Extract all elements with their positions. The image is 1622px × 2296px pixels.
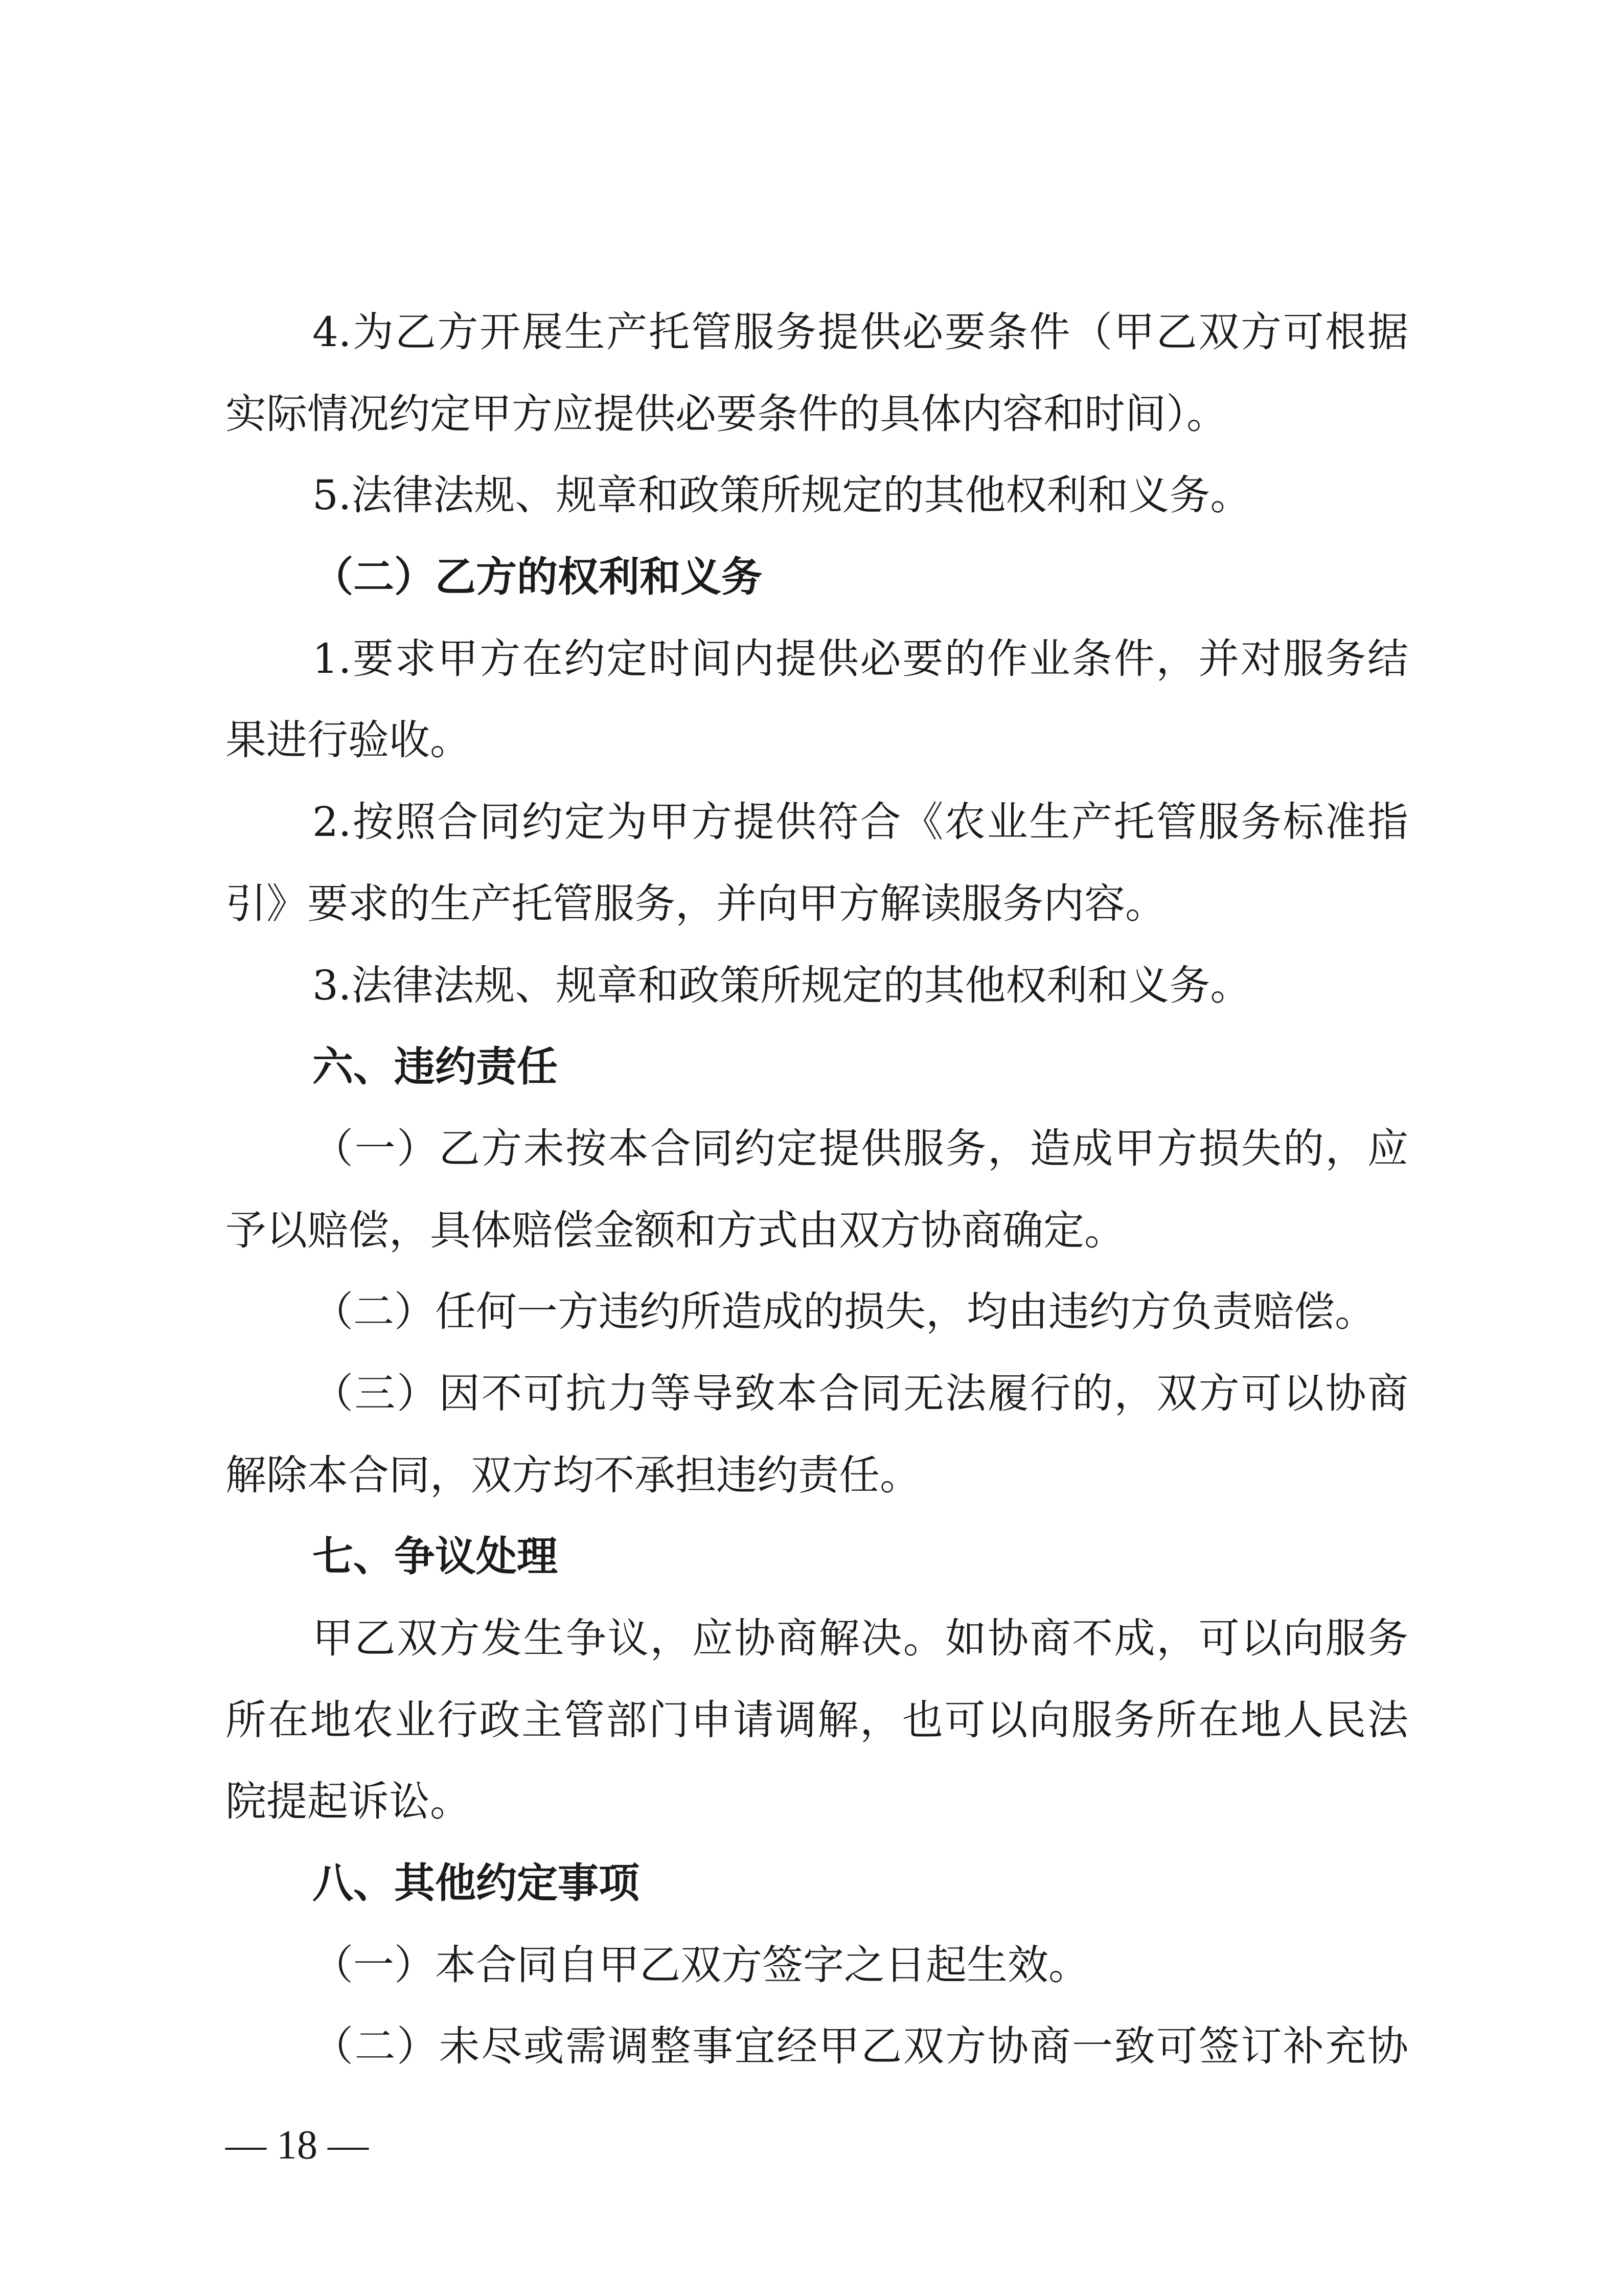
section-heading	[225, 1843, 1408, 1924]
list-item-paragraph	[225, 454, 1408, 536]
section-heading-text: 七、争议处理	[312, 1533, 558, 1581]
paragraph-line: 实际情况约定甲方应提供必要条件的具体内容和时间）。	[225, 390, 1227, 438]
clause-paragraph	[225, 1108, 1408, 1271]
paragraph-line: 所在地农业行政主管部门申请调解，也可以向服务所在地人民法	[225, 1696, 1408, 1744]
list-item-paragraph	[225, 781, 1408, 944]
paragraph-line: 予以赔偿，具体赔偿金额和方式由双方协商确定。	[225, 1206, 1125, 1254]
paragraph-line: 3.法律法规、规章和政策所规定的其他权利和义务。	[312, 961, 1251, 1009]
page-number: — 18 —	[225, 2123, 369, 2168]
paragraph-line: 2.按照合同约定为甲方提供符合《农业生产托管服务标准指	[312, 798, 1408, 846]
paragraph-line: （二）任何一方违约所造成的损失，均由违约方负责赔偿。	[312, 1288, 1376, 1336]
paragraph-line: 1.要求甲方在约定时间内提供必要的作业条件，并对服务结	[312, 634, 1408, 683]
document-body	[225, 291, 1408, 2087]
paragraph-line: （一）本合同自甲乙双方签字之日起生效。	[312, 1941, 1089, 1989]
paragraph-line: 5.法律法规、规章和政策所规定的其他权利和义务。	[312, 471, 1251, 519]
list-item-paragraph	[225, 618, 1408, 781]
section-heading-text: 八、其他约定事项	[312, 1859, 639, 1907]
paragraph-line: 甲乙双方发生争议，应协商解决。如协商不成，可以向服务	[312, 1615, 1408, 1662]
paragraph-line: 院提起诉讼。	[225, 1778, 471, 1826]
clause-paragraph	[225, 1924, 1408, 2006]
paragraph-line: 果进行验收。	[225, 716, 471, 764]
clause-paragraph	[225, 1271, 1408, 1353]
paragraph-line: 引》要求的生产托管服务，并向甲方解读服务内容。	[225, 879, 1166, 927]
list-item-paragraph	[225, 291, 1408, 454]
subsection-heading-text: （二）乙方的权利和义务	[312, 553, 762, 601]
paragraph-line: （三）因不可抗力等导致本合同无法履行的，双方可以协商	[312, 1369, 1408, 1417]
section-heading-text: 六、违约责任	[312, 1043, 558, 1091]
paragraph-line: （一）乙方未按本合同约定提供服务，造成甲方损失的，应	[312, 1124, 1408, 1172]
subsection-heading	[225, 536, 1408, 618]
paragraph-line: 解除本合同，双方均不承担违约责任。	[225, 1451, 921, 1499]
clause-paragraph	[225, 2006, 1408, 2087]
section-heading	[225, 1516, 1408, 1598]
section-heading	[225, 1026, 1408, 1108]
body-paragraph	[225, 1598, 1408, 1843]
paragraph-line: （二）未尽或需调整事宜经甲乙双方协商一致可签订补充协	[312, 2022, 1408, 2071]
list-item-paragraph	[225, 945, 1408, 1027]
clause-paragraph	[225, 1353, 1408, 1516]
paragraph-line: 4.为乙方开展生产托管服务提供必要条件（甲乙双方可根据	[312, 308, 1408, 356]
